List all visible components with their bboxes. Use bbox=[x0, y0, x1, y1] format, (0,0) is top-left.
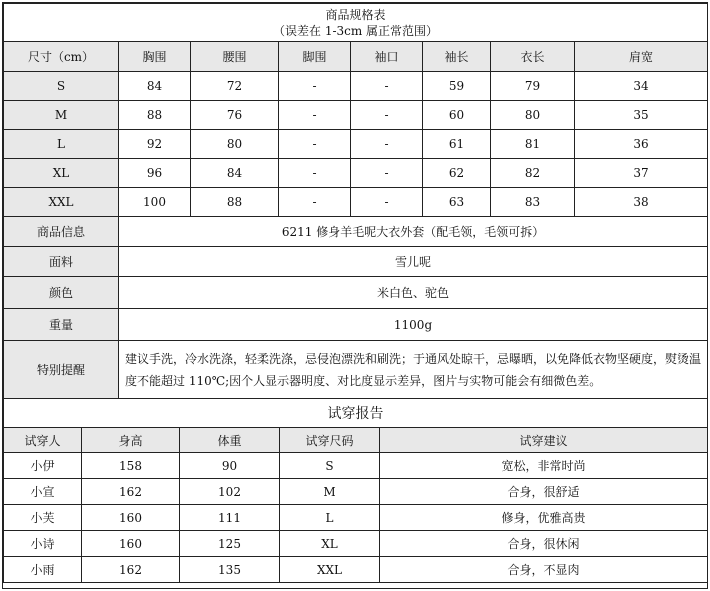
spec-cell: - bbox=[351, 159, 423, 188]
spec-cell: 60 bbox=[423, 101, 491, 130]
spec-cell: 34 bbox=[575, 72, 708, 101]
spec-cell: 84 bbox=[191, 159, 279, 188]
spec-cell: - bbox=[279, 72, 351, 101]
spec-cell: 38 bbox=[575, 188, 708, 217]
weight-value: 1100g bbox=[119, 309, 708, 341]
spec-header-chest: 胸围 bbox=[119, 42, 191, 72]
report-header-row bbox=[4, 428, 708, 453]
report-cell: 90 bbox=[180, 453, 280, 479]
spec-cell: - bbox=[279, 159, 351, 188]
notes-value: 建议手洗，冷水洗涤，轻柔洗涤，忌侵泡漂洗和刷洗；于通风处晾干，忌曝晒，以免降低衣物坚硬度，熨烫温度不能超过 110℃;因个人显示器明度、对比度显示差异，图片与实物可能会有细微色差。 bbox=[119, 341, 708, 399]
spec-title: 商品规格表 bbox=[325, 7, 386, 22]
report-header-weight: 体重 bbox=[180, 428, 280, 453]
spec-cell: 100 bbox=[119, 188, 191, 217]
spec-row bbox=[4, 101, 708, 130]
spec-title-cell bbox=[4, 4, 708, 42]
spec-cell: - bbox=[279, 101, 351, 130]
report-title: 试穿报告 bbox=[4, 399, 708, 428]
report-cell: S bbox=[280, 453, 380, 479]
spec-cell: 59 bbox=[423, 72, 491, 101]
spec-cell: 83 bbox=[491, 188, 575, 217]
report-cell: M bbox=[280, 479, 380, 505]
report-cell: 162 bbox=[82, 557, 180, 583]
spec-row bbox=[4, 72, 708, 101]
report-cell: 修身，优雅高贵 bbox=[380, 505, 708, 531]
report-cell: XL bbox=[280, 531, 380, 557]
size-spec-table bbox=[3, 3, 708, 399]
spec-row bbox=[4, 188, 708, 217]
spec-cell: 37 bbox=[575, 159, 708, 188]
product-info-row bbox=[4, 217, 708, 247]
product-info-value: 6211 修身羊毛呢大衣外套（配毛领，毛领可拆） bbox=[119, 217, 708, 247]
report-row bbox=[4, 479, 708, 505]
spec-cell: 84 bbox=[119, 72, 191, 101]
report-cell: 162 bbox=[82, 479, 180, 505]
weight-label: 重量 bbox=[4, 309, 119, 341]
spec-header-size: 尺寸（cm） bbox=[4, 42, 119, 72]
spec-subtitle: （误差在 1-3cm 属正常范围） bbox=[273, 23, 439, 38]
fitting-report-table bbox=[3, 398, 708, 583]
spec-cell: L bbox=[4, 130, 119, 159]
spec-cell: - bbox=[351, 130, 423, 159]
spec-header-waist: 腰围 bbox=[191, 42, 279, 72]
spec-header-hem: 脚围 bbox=[279, 42, 351, 72]
spec-cell: 61 bbox=[423, 130, 491, 159]
spec-header-sleeve: 袖长 bbox=[423, 42, 491, 72]
spec-header-cuff: 袖口 bbox=[351, 42, 423, 72]
spec-cell: 88 bbox=[191, 188, 279, 217]
spec-cell: 36 bbox=[575, 130, 708, 159]
spec-cell: 92 bbox=[119, 130, 191, 159]
spec-header-row bbox=[4, 42, 708, 72]
report-cell: 合身，很舒适 bbox=[380, 479, 708, 505]
report-row bbox=[4, 531, 708, 557]
spec-cell: S bbox=[4, 72, 119, 101]
spec-cell: 96 bbox=[119, 159, 191, 188]
spec-row bbox=[4, 159, 708, 188]
spec-cell: 63 bbox=[423, 188, 491, 217]
spec-sheet bbox=[2, 2, 708, 589]
report-header-size: 试穿尺码 bbox=[280, 428, 380, 453]
report-cell: 小诗 bbox=[4, 531, 82, 557]
spec-cell: 72 bbox=[191, 72, 279, 101]
report-cell: L bbox=[280, 505, 380, 531]
fabric-label: 面料 bbox=[4, 247, 119, 277]
spec-cell: 62 bbox=[423, 159, 491, 188]
spec-cell: - bbox=[351, 188, 423, 217]
report-cell: 宽松，非常时尚 bbox=[380, 453, 708, 479]
report-row bbox=[4, 453, 708, 479]
report-cell: 125 bbox=[180, 531, 280, 557]
spec-cell: 88 bbox=[119, 101, 191, 130]
report-cell: 合身，很休闲 bbox=[380, 531, 708, 557]
spec-header-length: 衣长 bbox=[491, 42, 575, 72]
notes-label: 特别提醒 bbox=[4, 341, 119, 399]
spec-cell: 82 bbox=[491, 159, 575, 188]
spec-cell: - bbox=[279, 188, 351, 217]
color-row bbox=[4, 277, 708, 309]
report-cell: 160 bbox=[82, 505, 180, 531]
color-value: 米白色、驼色 bbox=[119, 277, 708, 309]
report-cell: 小伊 bbox=[4, 453, 82, 479]
report-cell: 160 bbox=[82, 531, 180, 557]
spec-cell: 80 bbox=[491, 101, 575, 130]
report-row bbox=[4, 505, 708, 531]
report-cell: XXL bbox=[280, 557, 380, 583]
spec-cell: 81 bbox=[491, 130, 575, 159]
fabric-value: 雪儿呢 bbox=[119, 247, 708, 277]
spec-cell: M bbox=[4, 101, 119, 130]
spec-cell: XL bbox=[4, 159, 119, 188]
report-cell: 135 bbox=[180, 557, 280, 583]
spec-cell: 35 bbox=[575, 101, 708, 130]
report-cell: 158 bbox=[82, 453, 180, 479]
report-cell: 小雨 bbox=[4, 557, 82, 583]
report-cell: 小芙 bbox=[4, 505, 82, 531]
spec-header-shoulder: 肩宽 bbox=[575, 42, 708, 72]
fabric-row bbox=[4, 247, 708, 277]
report-cell: 小宣 bbox=[4, 479, 82, 505]
report-header-person: 试穿人 bbox=[4, 428, 82, 453]
spec-cell: - bbox=[351, 101, 423, 130]
spec-cell: 76 bbox=[191, 101, 279, 130]
product-info-label: 商品信息 bbox=[4, 217, 119, 247]
notes-row bbox=[4, 341, 708, 399]
spec-cell: - bbox=[351, 72, 423, 101]
spec-cell: 79 bbox=[491, 72, 575, 101]
spec-cell: - bbox=[279, 130, 351, 159]
spec-cell: XXL bbox=[4, 188, 119, 217]
report-row bbox=[4, 557, 708, 583]
color-label: 颜色 bbox=[4, 277, 119, 309]
weight-row bbox=[4, 309, 708, 341]
report-cell: 111 bbox=[180, 505, 280, 531]
report-header-height: 身高 bbox=[82, 428, 180, 453]
report-header-advice: 试穿建议 bbox=[380, 428, 708, 453]
report-cell: 102 bbox=[180, 479, 280, 505]
report-cell: 合身，不显肉 bbox=[380, 557, 708, 583]
spec-row bbox=[4, 130, 708, 159]
spec-cell: 80 bbox=[191, 130, 279, 159]
